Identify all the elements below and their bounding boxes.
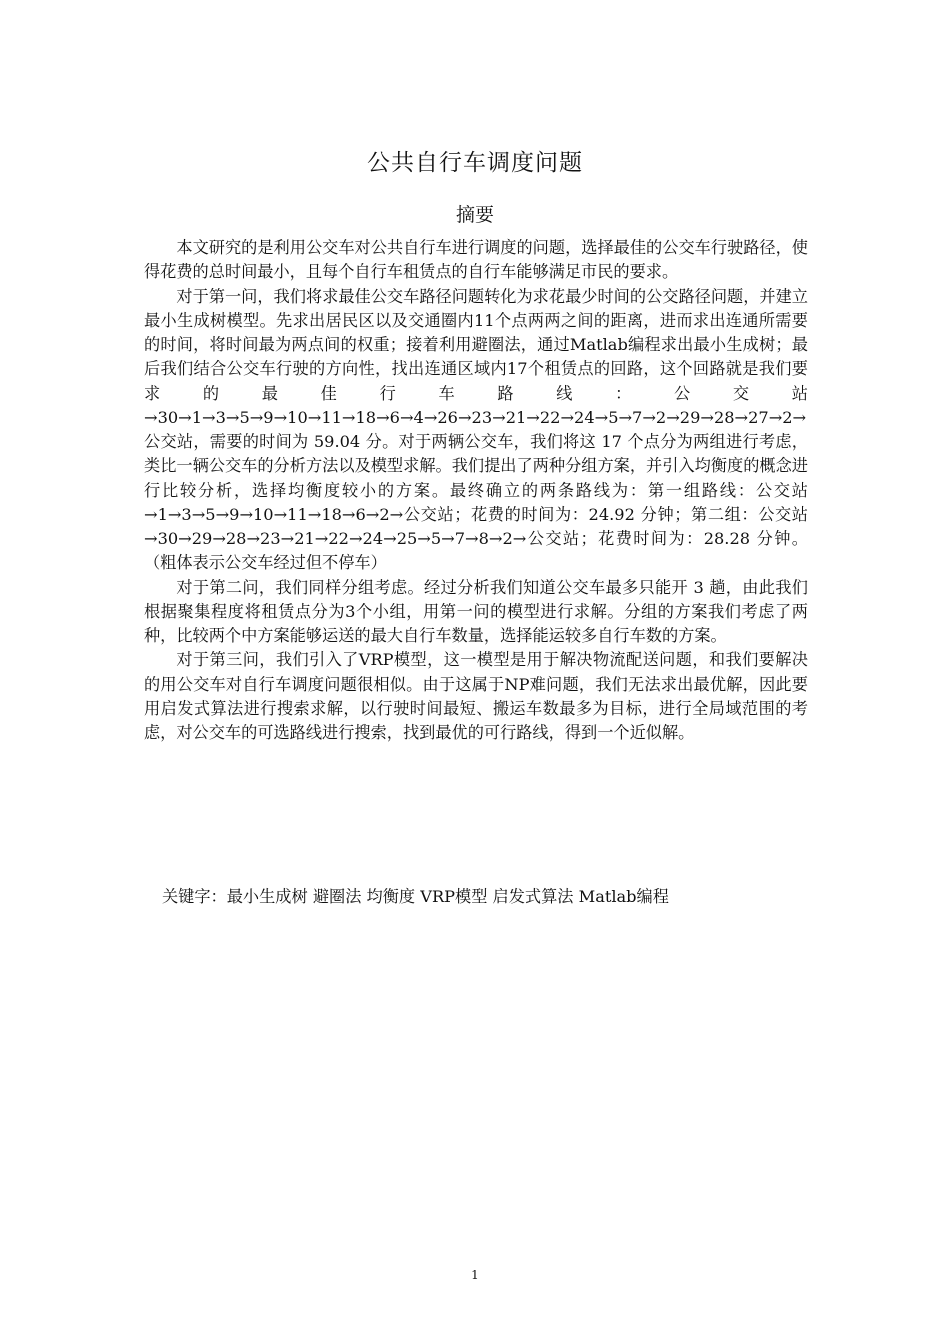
abstract-paragraph-q3: 对于第三问，我们引入了VRP模型，这一模型是用于解决物流配送问题，和我们要解决的用公交车对自行车调度问题很相似。由于这属于NP难问题，我们无法求出最优解，因此要用启发式算法进行搜索求解，以行驶时间最短、搬运车数最多为目标，进行全局域范围的考虑，对公交车的可选路线进行搜索，找到最优的可行路线，得到一个近似解。 bbox=[144, 650, 808, 742]
abstract-paragraph-q2: 对于第二问，我们同样分组考虑。经过分析我们知道公交车最多只能开 3 趟，由此我们根据聚集程度将租赁点分为3个小组，用第一问的模型进行求解。分组的方案我们考虑了两种，比较两个中方案能够运送的最大自行车数量，选择能运较多自行车数的方案。 bbox=[144, 577, 808, 645]
keywords-line: 关键字：最小生成树 避圈法 均衡度 VRP模型 启发式算法 Matlab编程 bbox=[162, 887, 669, 906]
abstract-paragraph-intro: 本文研究的是利用公交车对公共自行车进行调度的问题，选择最佳的公交车行驶路径，使得花费的总时间最小，且每个自行车租赁点的自行车能够满足市民的要求。 bbox=[144, 238, 808, 282]
document-title: 公共自行车调度问题 bbox=[367, 150, 583, 176]
abstract-body bbox=[144, 236, 808, 745]
page-number: 1 bbox=[471, 1268, 479, 1282]
abstract-paragraph-q1: 对于第一问，我们将求最佳公交车路径问题转化为求花最少时间的公交路径问题，并建立最小生成树模型。先求出居民区以及交通圈内11个点两两之间的距离，进而求出连通所需要的时间，将时间最为两点间的权重；接着利用避圈法，通过Matlab编程求出最小生成树；最后我们结合公交车行驶的方向性，找出连通区域内17个租赁点的回路，这个回路就是我们要求的最佳行车路线：公交站→30→1→3→5→9→10→11→18→6→4→26→23→21→22→24→5→7→2→29→28→27→2→公交站，需要的时间为 59.04 分。对于两辆公交车，我们将这 17 个点分为两组进行考虑，类比一辆公交车的分析方法以及模型求解。我们提出了两种分组方案，并引入均衡度的概念进行比较分析，选择均衡度较小的方案。最终确立的两条路线为：第一组路线：公交站→1→3→5→9→10→11→18→6→2→公交站；花费的时间为：24.92 分钟；第二组：公交站→30→29→28→23→21→22→24→25→5→7→8→2→公交站；花费时间为：28.28 分钟。（粗体表示公交车经过但不停车） bbox=[144, 286, 808, 573]
abstract-heading: 摘要 bbox=[455, 204, 494, 226]
